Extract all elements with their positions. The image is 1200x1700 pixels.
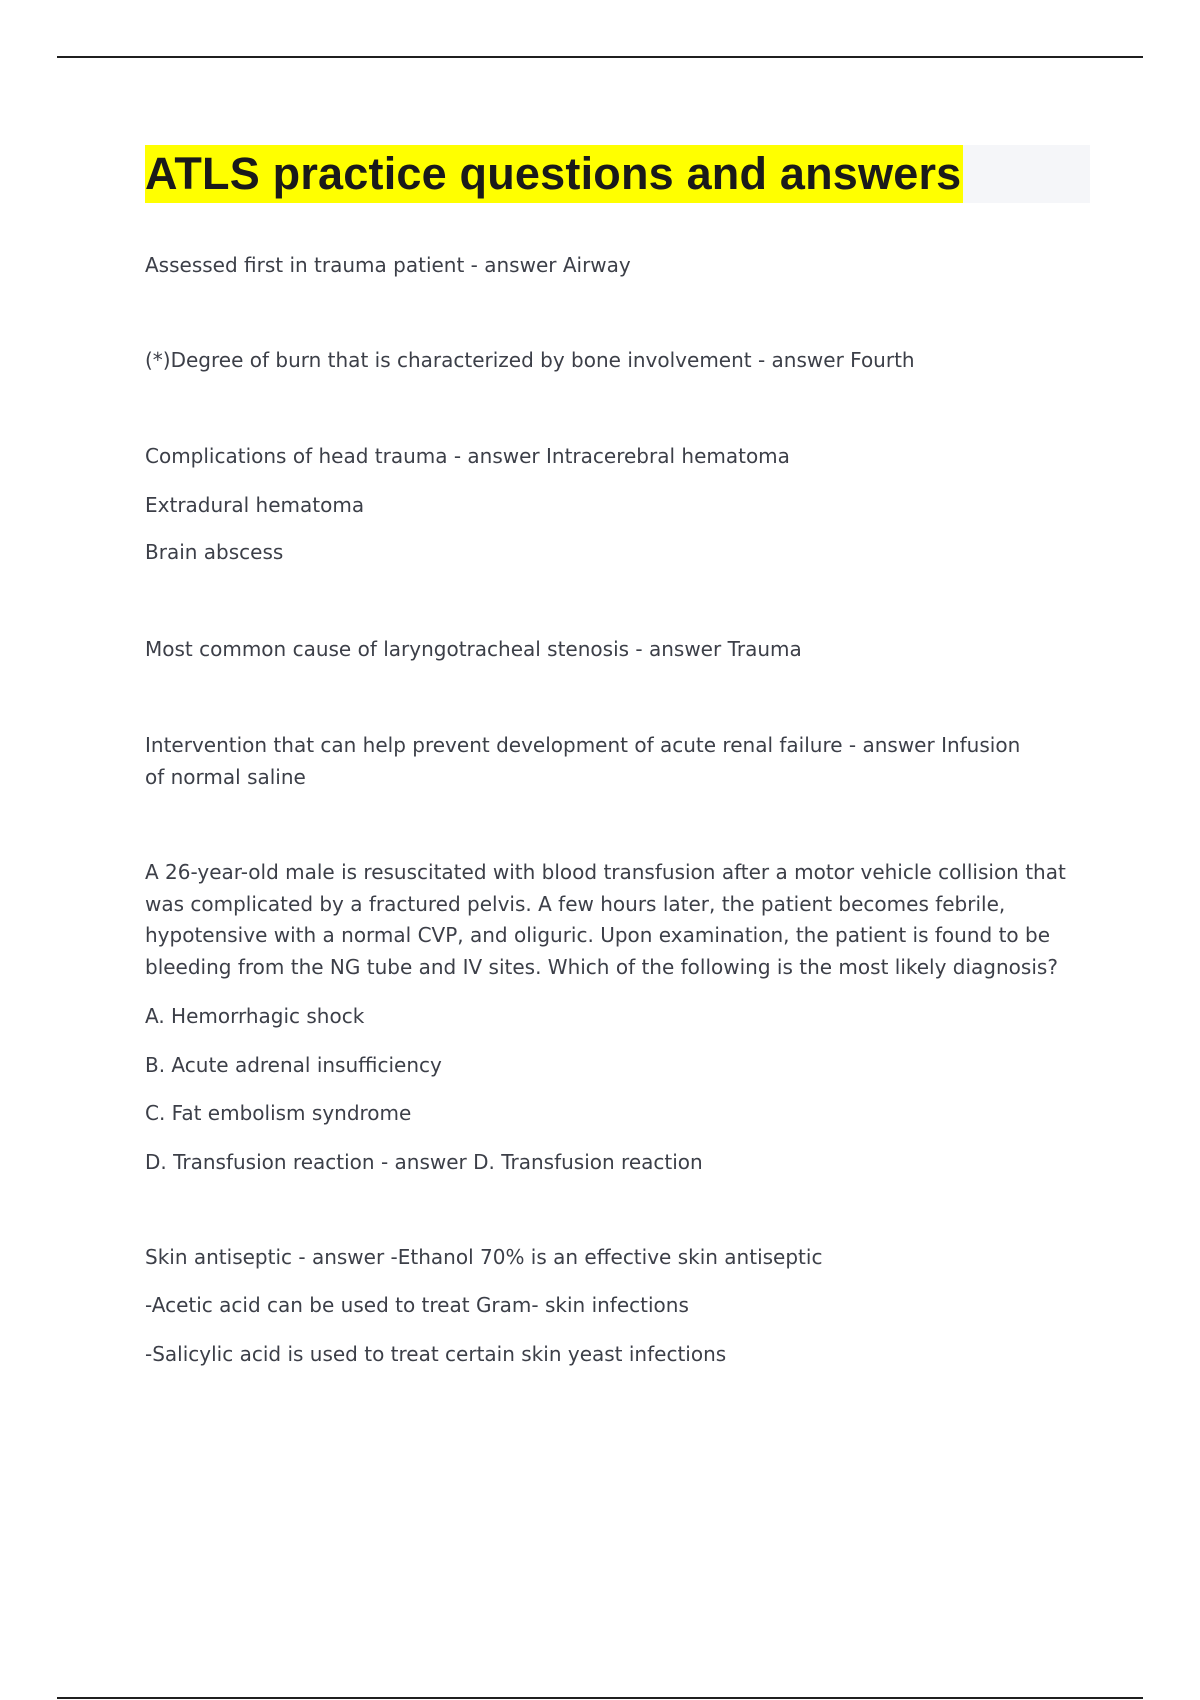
qa-item: Intervention that can help prevent development of acute renal failure - answer Infusion of normal saline <box>145 733 1021 789</box>
qa-item-continuation: Extradural hematoma <box>145 493 365 517</box>
bottom-rule <box>57 1697 1143 1699</box>
qa-item-continuation: Brain abscess <box>145 540 284 564</box>
top-rule <box>57 56 1143 58</box>
qa-item: Most common cause of laryngotracheal stenosis - answer Trauma <box>145 637 802 661</box>
answer-option: B. Acute adrenal insufficiency <box>145 1053 442 1077</box>
qa-item: (*)Degree of burn that is characterized by bone involvement - answer Fourth <box>145 348 915 372</box>
answer-option: D. Transfusion reaction - answer D. Transfusion reaction <box>145 1150 703 1174</box>
question-stem: A 26-year-old male is resuscitated with blood transfusion after a motor vehicle collision that was complicated by a fractured pelvis. A few hours later, the patient becomes febrile, hypotensive with a normal CVP, and oliguric. Upon examination, the patient is found to be bleeding from the NG tube and IV sites. Which of the following is the most likely diagnosis? <box>145 860 1066 979</box>
answer-option: A. Hemorrhagic shock <box>145 1004 365 1028</box>
qa-item: Skin antiseptic - answer -Ethanol 70% is an effective skin antiseptic <box>145 1245 823 1269</box>
qa-item: Complications of head trauma - answer Intracerebral hematoma <box>145 444 790 468</box>
qa-item-continuation: -Acetic acid can be used to treat Gram- skin infections <box>145 1293 689 1317</box>
page-title: ATLS practice questions and answers <box>145 145 963 203</box>
answer-option: C. Fat embolism syndrome <box>145 1101 412 1125</box>
qa-item-continuation: -Salicylic acid is used to treat certain skin yeast infections <box>145 1342 727 1366</box>
qa-item: Assessed first in trauma patient - answer Airway <box>145 253 631 277</box>
